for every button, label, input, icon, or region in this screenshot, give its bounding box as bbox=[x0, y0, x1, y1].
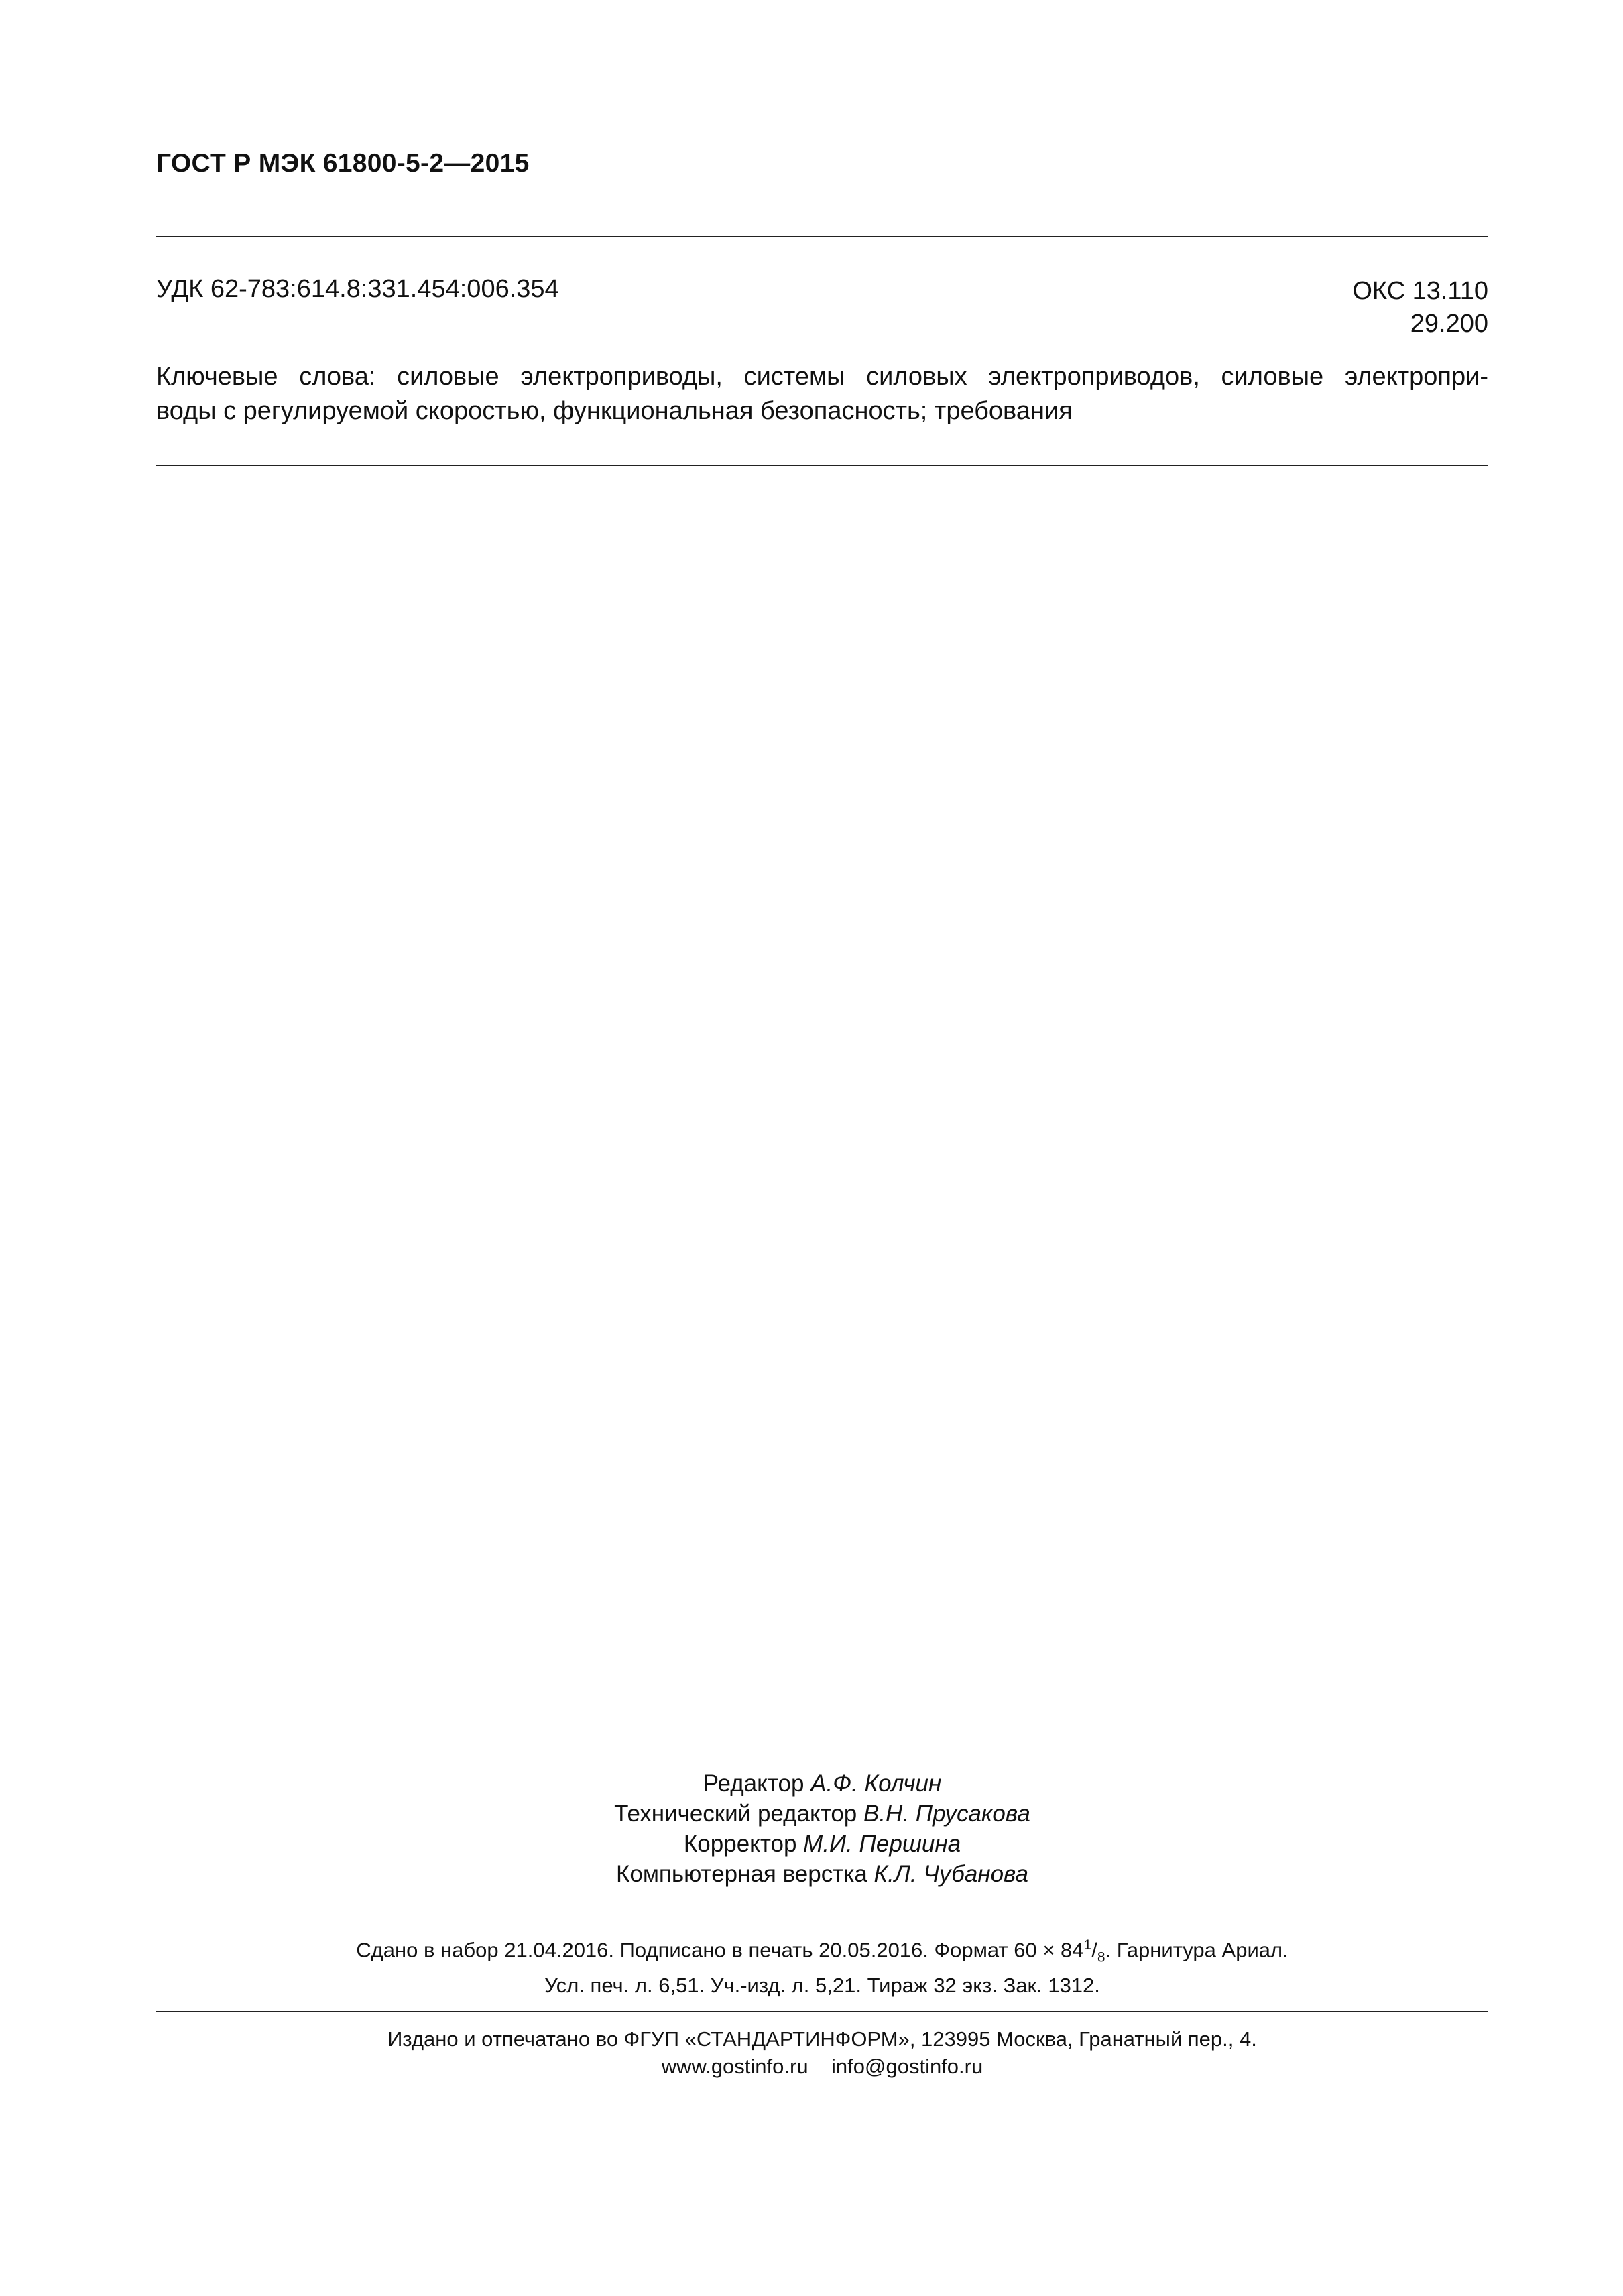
format-fraction-denominator: 8 bbox=[1097, 1949, 1105, 1966]
credit-editor bbox=[156, 1768, 1488, 1799]
credit-layout bbox=[156, 1859, 1488, 1889]
credit-role: Редактор bbox=[703, 1770, 811, 1797]
format-fraction-numerator: 1 bbox=[1083, 1937, 1092, 1953]
publisher-line-1: Издано и отпечатано во ФГУП «СТАНДАРТИНФОРМ», 123995 Москва, Гранатный пер., 4. bbox=[387, 2027, 1257, 2051]
keywords-line-2: воды с регулируемой скоростью, функциональная безопасность; требования bbox=[156, 397, 1073, 425]
oks-line-2: 29.200 bbox=[1410, 310, 1488, 338]
credit-role: Технический редактор bbox=[614, 1801, 863, 1827]
credit-corrector bbox=[156, 1829, 1488, 1859]
oks-codes bbox=[1073, 275, 1488, 341]
credit-person: М.И. Першина bbox=[803, 1831, 961, 1857]
publisher-contacts: www.gostinfo.ru info@gostinfo.ru bbox=[661, 2055, 983, 2078]
print-info bbox=[156, 1931, 1488, 1999]
bottom-divider bbox=[156, 2011, 1488, 2012]
print-info-text-end: . Гарнитура Ариал. bbox=[1105, 1938, 1288, 1962]
keywords-line-1: Ключевые слова: силовые электроприводы, системы силовых электроприводов, силовые электропри- bbox=[156, 363, 1488, 391]
keywords-block bbox=[156, 360, 1488, 428]
publisher-info bbox=[156, 2025, 1488, 2080]
udk-code: УДК 62-783:614.8:331.454:006.354 bbox=[156, 275, 559, 303]
credit-tech-editor bbox=[156, 1799, 1488, 1829]
credit-role: Компьютерная верстка bbox=[615, 1861, 874, 1887]
keywords-divider bbox=[156, 465, 1488, 466]
format-fraction-slash: / bbox=[1091, 1938, 1097, 1962]
document-title: ГОСТ Р МЭК 61800-5-2—2015 bbox=[156, 149, 530, 178]
credit-person: А.Ф. Колчин bbox=[810, 1770, 942, 1797]
top-divider bbox=[156, 236, 1488, 237]
credits-block bbox=[156, 1768, 1488, 1889]
print-info-line-2: Усл. печ. л. 6,51. Уч.-изд. л. 5,21. Тираж 32 экз. Зак. 1312. bbox=[544, 1973, 1100, 1997]
credit-role: Корректор bbox=[683, 1831, 804, 1857]
oks-line-1: ОКС 13.110 bbox=[1352, 277, 1488, 305]
print-info-line-1 bbox=[156, 1931, 1488, 1972]
print-info-text: Сдано в набор 21.04.2016. Подписано в печать 20.05.2016. Формат 60 × 84 bbox=[356, 1938, 1084, 1962]
credit-person: К.Л. Чубанова bbox=[874, 1861, 1029, 1887]
credit-person: В.Н. Прусакова bbox=[863, 1801, 1030, 1827]
